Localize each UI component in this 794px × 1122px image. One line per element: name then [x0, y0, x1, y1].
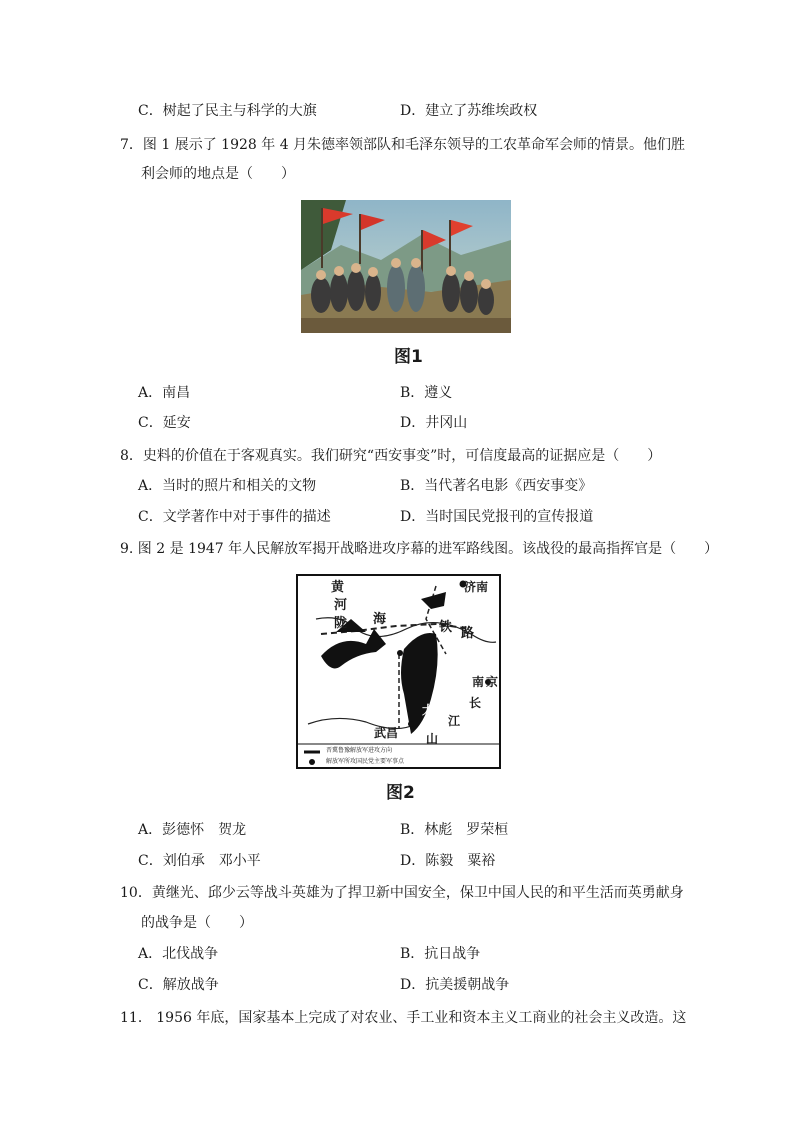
map-label-jiang: 江	[448, 714, 461, 728]
q9-stem: 9. 图 2 是 1947 年人民解放军揭开战略进攻序幕的进军路线图。该战役的最高指挥官是（ ）	[120, 541, 719, 557]
figure-1-painting	[301, 200, 511, 333]
map-label-nan: 南	[472, 675, 485, 689]
figure-2-caption: 图2	[386, 783, 415, 803]
q7-option-c: C．延安	[138, 415, 191, 431]
map-label-wuchang: 武昌	[374, 726, 399, 740]
q10-option-c: C．解放战争	[138, 977, 219, 993]
map-label-jinan: 济南	[464, 580, 489, 594]
q10-option-b: B．抗日战争	[400, 946, 481, 962]
map-label-lu: 路	[461, 626, 475, 641]
q9-option-b: B．林彪 罗荣桓	[400, 822, 509, 838]
q10-stem-line2: 的战争是（ ）	[141, 915, 253, 931]
map-label-tie: 铁	[439, 620, 453, 635]
q8-option-c: C．文学著作中对于事件的描述	[138, 509, 331, 525]
map-label-huang: 黄	[331, 580, 345, 595]
q6-option-d: D．建立了苏维埃政权	[400, 103, 538, 119]
map-legend-attack-direction: 晋冀鲁豫解放军进攻方向	[326, 747, 393, 754]
q10-option-d: D．抗美援朝战争	[400, 977, 510, 993]
q10-option-a: A．北伐战争	[138, 946, 219, 962]
q8-option-a: A．当时的照片和相关的文物	[138, 478, 317, 494]
q9-option-d: D．陈毅 粟裕	[400, 853, 496, 869]
q10-stem-line1: 10．黄继光、邱少云等战斗英雄为了捍卫新中国安全，保卫中国人民的和平生活而英勇献身	[120, 885, 684, 901]
q7-stem-line1: 7．图 1 展示了 1928 年 4 月朱德率领部队和毛泽东领导的工农革命军会师的情景。他们胜	[120, 137, 686, 153]
map-label-long: 陇	[334, 616, 348, 631]
q6-option-c: C．树起了民主与科学的大旗	[138, 103, 317, 119]
q9-option-a: A．彭德怀 贺龙	[138, 822, 247, 838]
q8-stem: 8．史料的价值在于客观真实。我们研究“西安事变”时，可信度最高的证据应是（ ）	[120, 448, 662, 464]
q7-option-a: A．南昌	[138, 385, 191, 401]
map-legend-military-point: 解放军所攻国民党主要军事点	[326, 758, 405, 765]
figure-2-map	[296, 574, 501, 769]
map-label-shan: 山	[426, 732, 439, 746]
map-label-jing: 京	[486, 675, 499, 689]
q8-option-b: B．当代著名电影《西安事变》	[400, 478, 593, 494]
map-label-bie: 别	[425, 717, 438, 731]
q7-option-d: D．井冈山	[400, 415, 468, 431]
q7-option-b: B．遵义	[400, 385, 453, 401]
map-label-da: 大	[422, 703, 435, 717]
map-label-he: 河	[334, 598, 348, 613]
q9-option-c: C．刘伯承 邓小平	[138, 853, 261, 869]
map-label-hai: 海	[373, 612, 387, 627]
q7-stem-line2: 利会师的地点是（ ）	[141, 166, 295, 182]
figure-1-caption: 图1	[394, 347, 423, 367]
q8-option-d: D．当时国民党报刊的宣传报道	[400, 509, 594, 525]
map-label-chang: 长	[469, 696, 482, 710]
q11-stem-line1: 11． 1956 年底，国家基本上完成了对农业、手工业和资本主义工商业的社会主义改造。这	[120, 1010, 687, 1026]
